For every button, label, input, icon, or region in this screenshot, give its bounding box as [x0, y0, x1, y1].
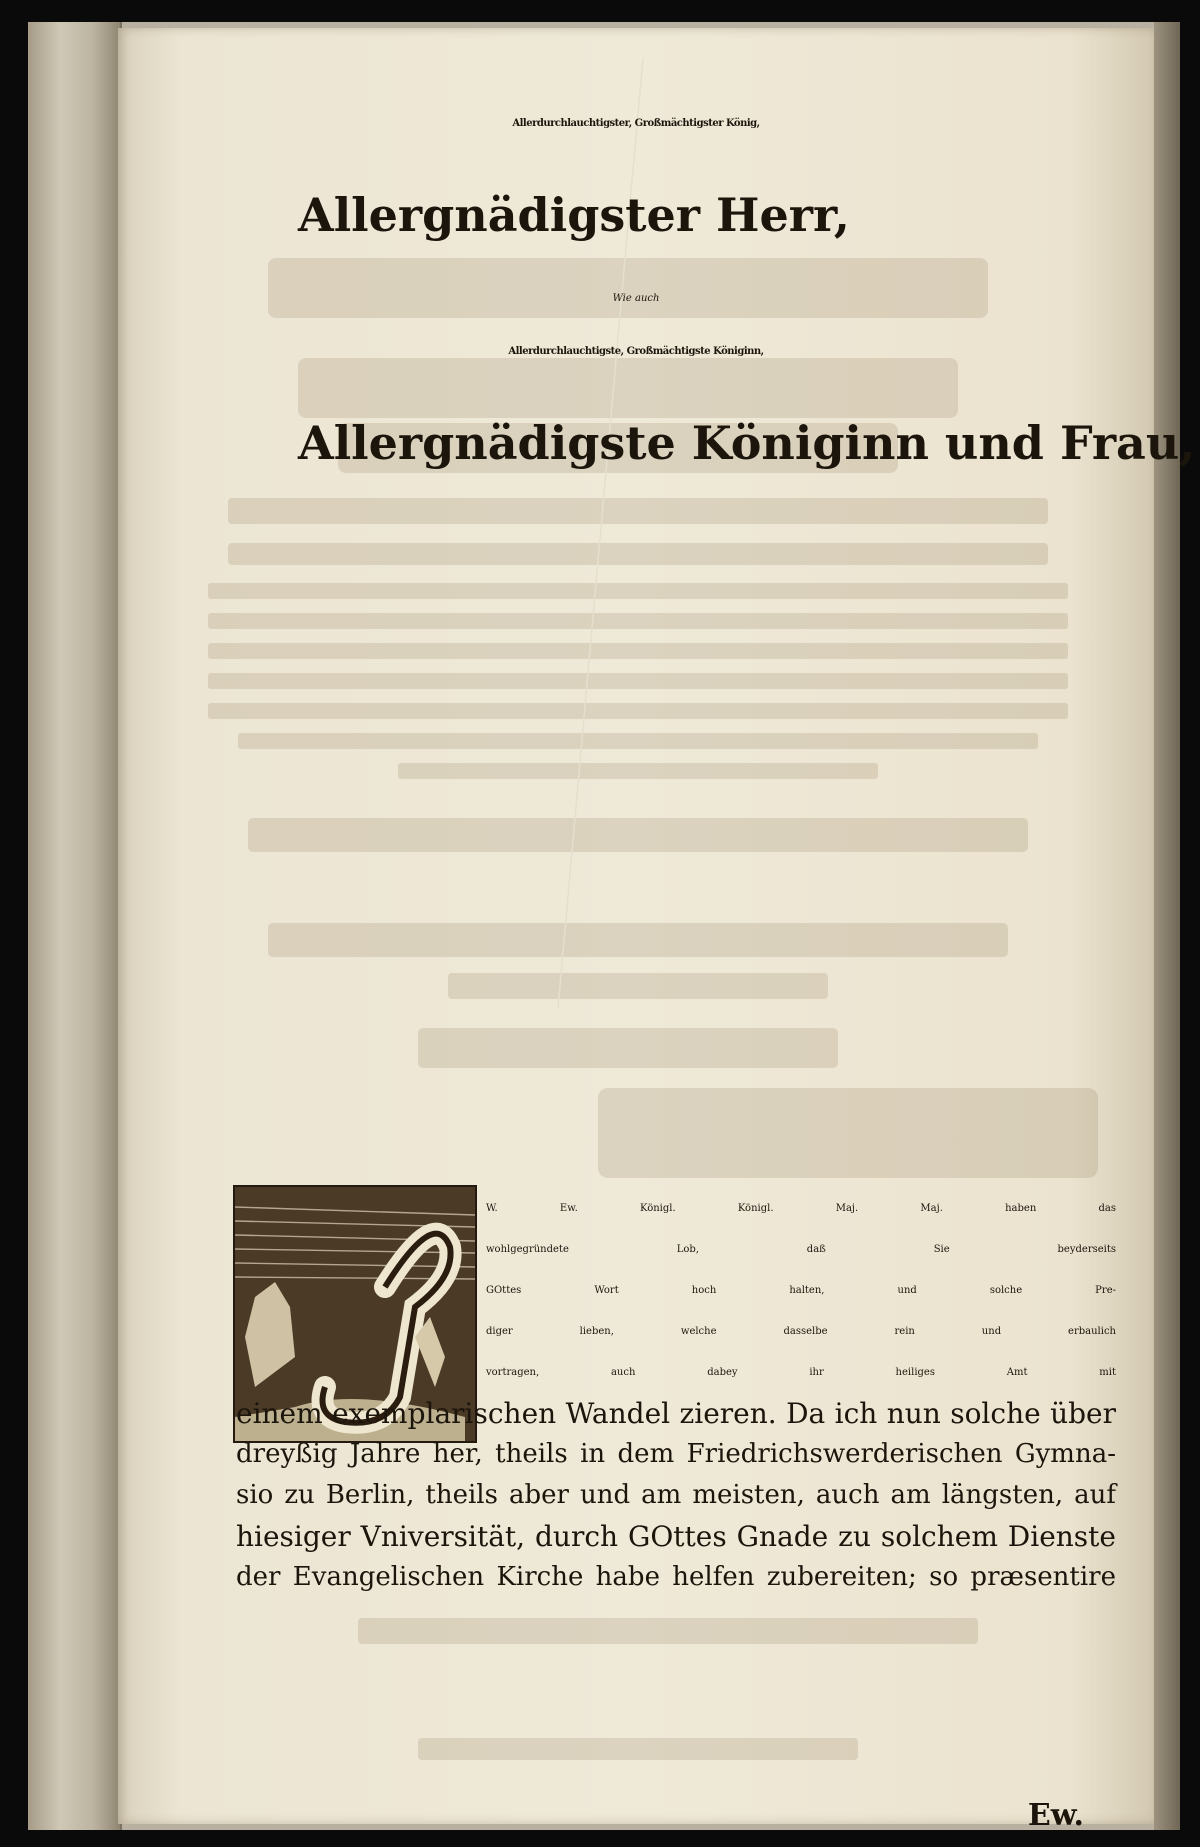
body-line: W. Ew. Königl. Königl. Maj. Maj. haben das: [486, 1203, 1116, 1214]
body-line: GOttes Wort hoch halten, und solche Pre-: [486, 1285, 1116, 1296]
salutation-queen: Allerdurchlauchtigste, Großmächtigste Königinn,: [508, 346, 764, 357]
body-line: hiesiger Vniversität, durch GOttes Gnade zu solchem Dienste: [236, 1520, 1116, 1553]
book-cover-left: [28, 22, 122, 1830]
page: [118, 28, 1196, 1833]
body-line: einem exemplarischen Wandel zieren. Da ich nun solche über: [236, 1397, 1116, 1430]
salutation-lady: Allergnädigste Königinn und Frau,: [298, 416, 1196, 470]
book-cover-right: [1154, 22, 1180, 1830]
book: [28, 22, 1196, 1833]
body-line: sio zu Berlin, theils aber und am meisten, auch am längsten, auf: [236, 1480, 1116, 1510]
body-line: vortragen, auch dabey ihr heiliges Amt mit: [486, 1367, 1116, 1378]
body-line: dreyßig Jahre her, theils in dem Friedrichswerderischen Gymna-: [236, 1439, 1116, 1469]
connector-text: Wie auch: [612, 293, 660, 304]
body-line: der Evangelischen Kirche habe helfen zubereiten; so præsentire: [236, 1562, 1116, 1592]
salutation-lord: Allergnädigster Herr,: [298, 188, 850, 242]
body-text: [236, 1188, 1116, 1598]
body-line: diger lieben, welche dasselbe rein und erbaulich: [486, 1326, 1116, 1337]
salutation-king: Allerdurchlauchtigster, Großmächtigster König,: [512, 118, 760, 129]
body-line: wohlgegründete Lob, daß Sie beyderseits: [486, 1244, 1116, 1255]
catchword: Ew.: [1027, 1798, 1084, 1833]
